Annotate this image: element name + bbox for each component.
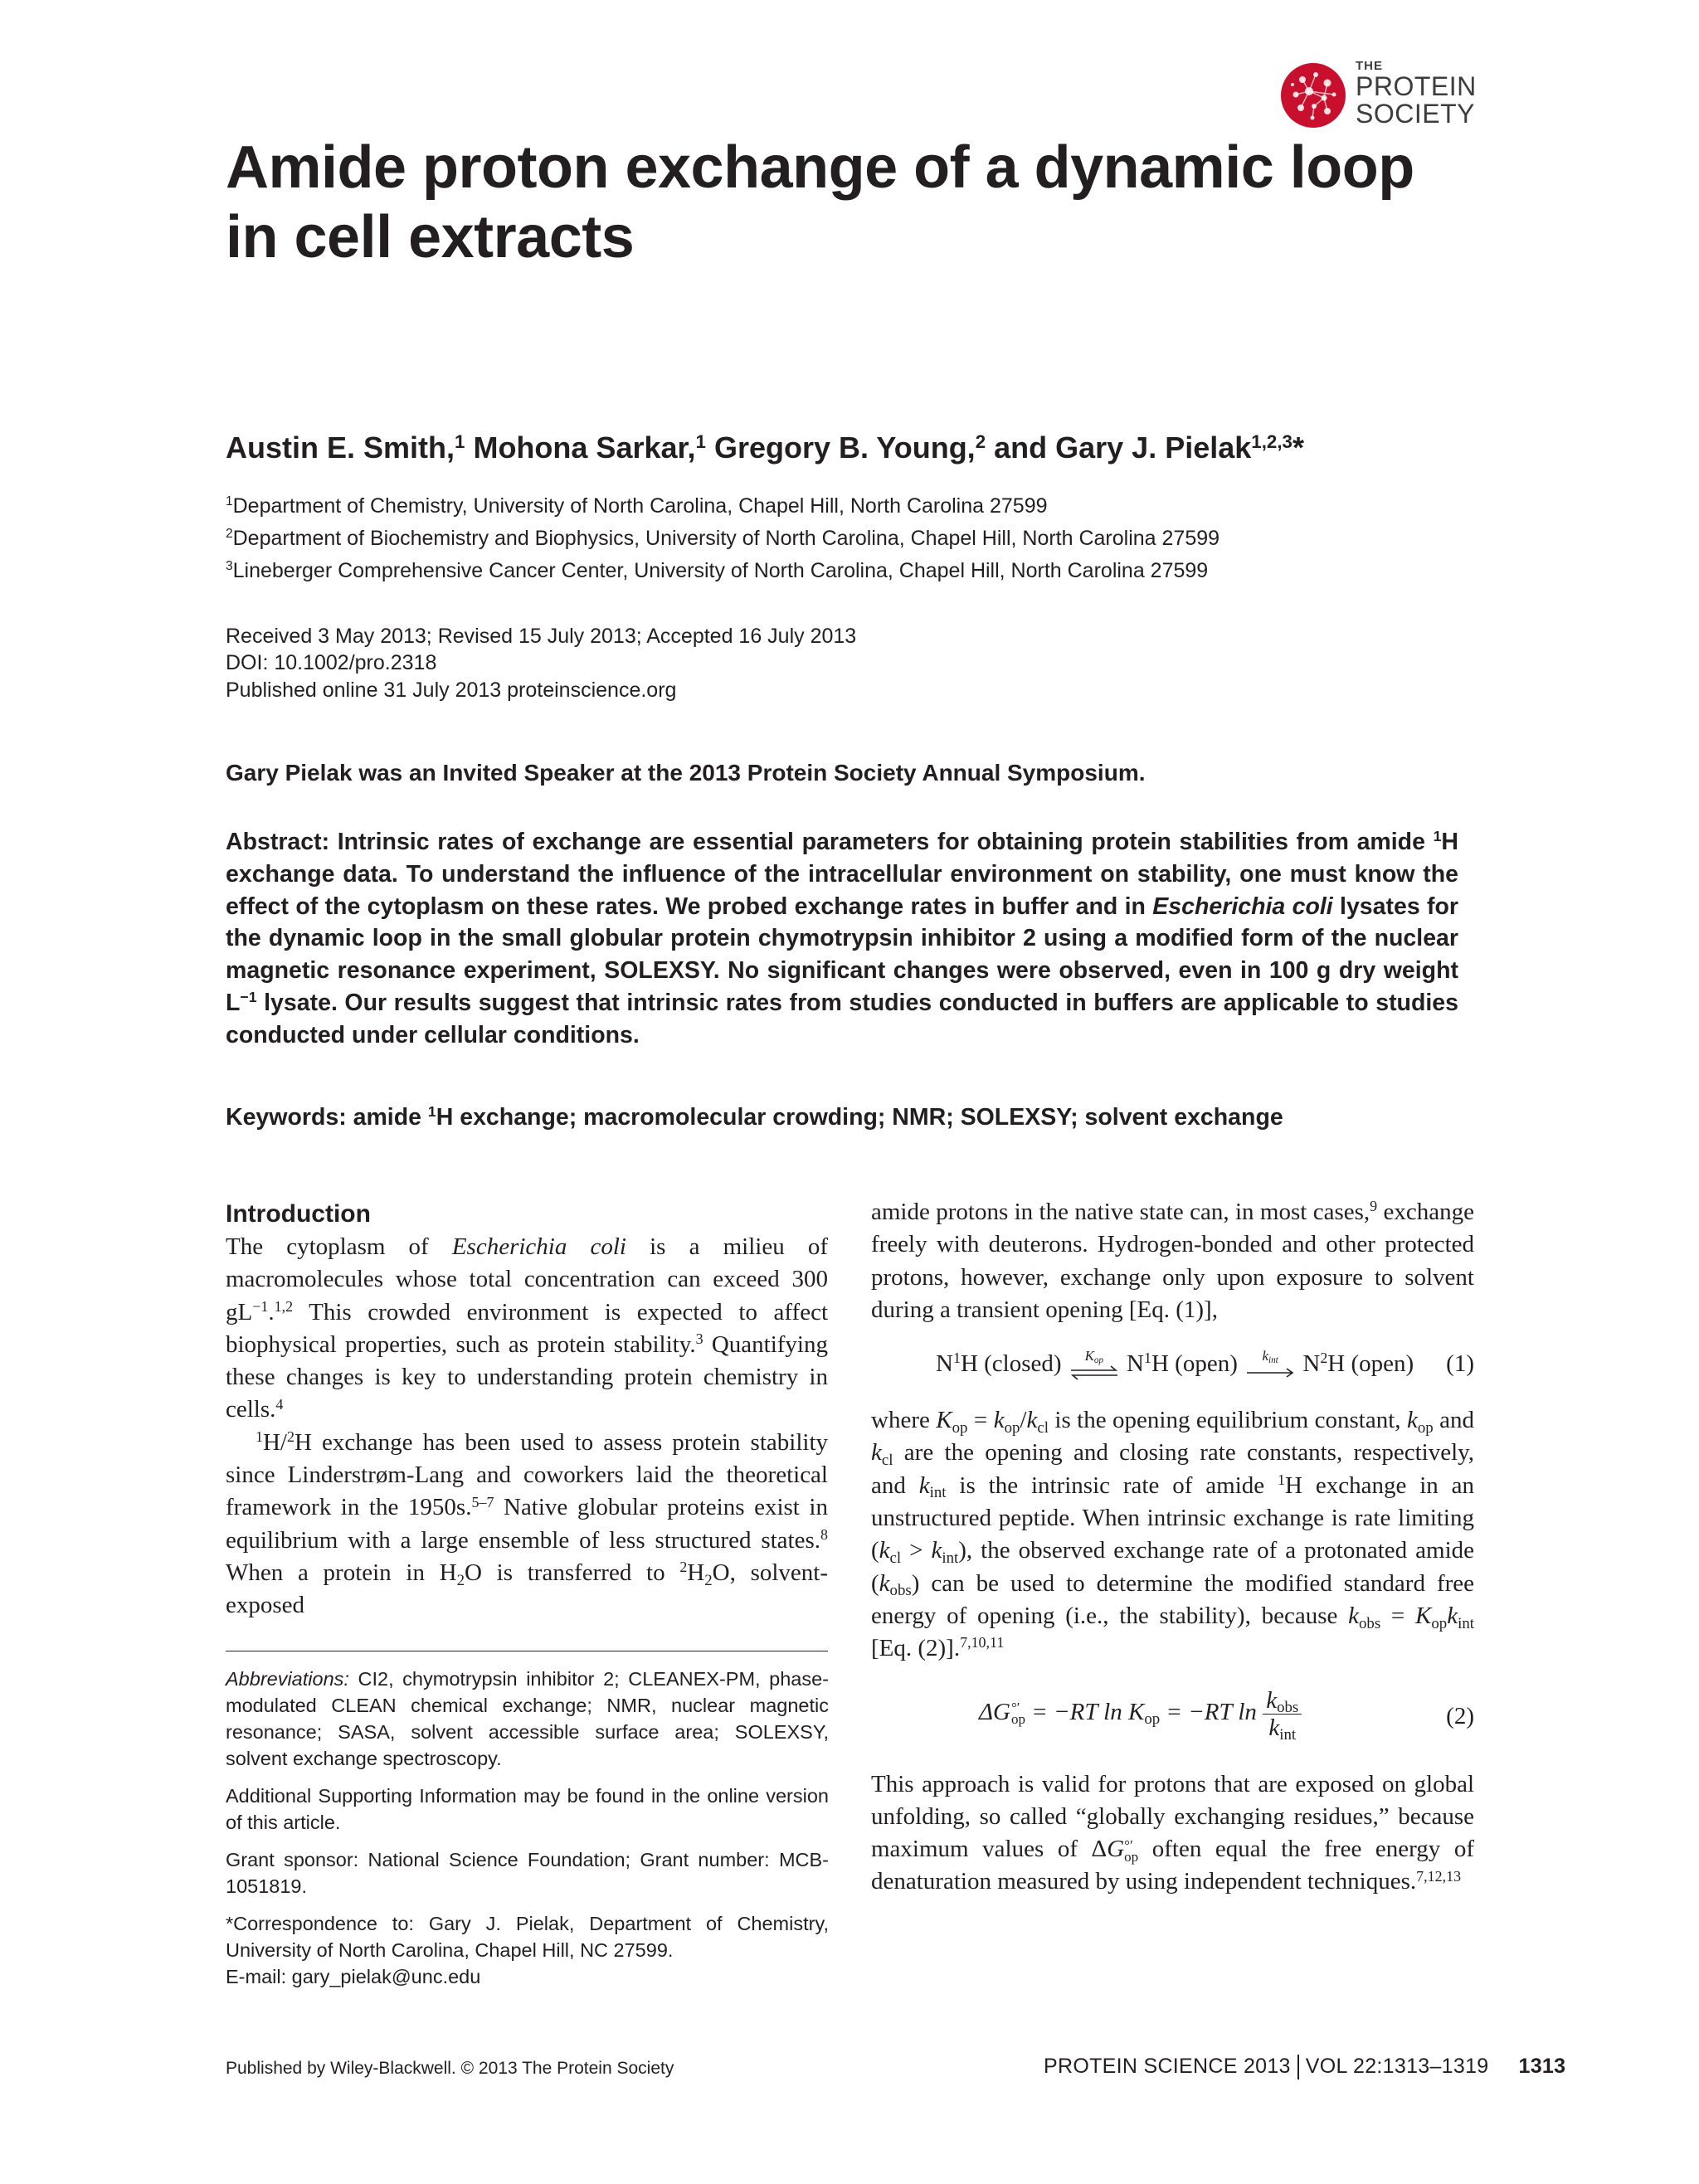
math-sub: cl [1037, 1418, 1049, 1437]
math: k [931, 1537, 942, 1564]
article-title [226, 133, 1520, 272]
equation-2-body [979, 1686, 1302, 1744]
equation-fraction [1263, 1686, 1302, 1744]
affiliation-text: Lineberger Comprehensive Cancer Center, University of North Carolina, Chapel Hill, North Carolina 27599 [232, 559, 1209, 582]
math-sub: op [1417, 1418, 1434, 1437]
species-name: Escherichia coli [451, 1233, 626, 1260]
eq-sub: int [1268, 1355, 1278, 1365]
math: k [918, 1471, 930, 1499]
affiliation-num: 3 [226, 559, 233, 574]
math-sub: cl [881, 1452, 893, 1470]
text: amide protons in the native state can, in most cases, [871, 1199, 1370, 1225]
eq-sub: obs [1277, 1699, 1299, 1717]
journal-volume: VOL 22:1313–1319 [1305, 2055, 1489, 2078]
text: ), the observed exchange rate of a protonated amide ( [871, 1537, 1474, 1597]
text: This approach is valid for protons that are exposed on global unfolding, so called “globally exchanging residues,” because maximum values of Δ [871, 1770, 1474, 1863]
body-column-right [871, 1196, 1474, 1899]
author-name: Gregory B. Young, [713, 430, 976, 465]
math-sub: int [942, 1549, 959, 1568]
math: k [1406, 1407, 1418, 1434]
citation: 1,2 [274, 1297, 294, 1315]
text: This crowded environment is expected to affect biophysical properties, such as protein stability. [226, 1298, 828, 1358]
author-affil-sup: 1 [695, 430, 706, 452]
citation: 7,10,11 [960, 1634, 1005, 1651]
citation: 8 [820, 1525, 828, 1543]
keywords-text: H exchange; macromolecular crowding; NMR; SOLEXSY; solvent exchange [436, 1104, 1283, 1131]
logo-line1: PROTEIN [1356, 71, 1477, 101]
affiliation-text: Department of Chemistry, University of North Carolina, Chapel Hill, North Carolina 27599 [232, 494, 1048, 518]
author-affil-sup: 1 [455, 430, 465, 452]
eq-text: = −RT ln K [1025, 1698, 1145, 1725]
math: K [1415, 1602, 1432, 1629]
protein-society-logo-icon [1279, 61, 1347, 129]
math: k [1348, 1602, 1359, 1629]
author-name: Mohona Sarkar, [473, 430, 696, 465]
math: k [993, 1407, 1005, 1434]
protein-society-logo [1279, 60, 1487, 134]
text: H exchange has been used to assess protein stability since Linderstrøm-Lang and coworkers laid the theoretical framework in the 1950s. [226, 1428, 828, 1521]
page-number: 1313 [1518, 2055, 1566, 2078]
text: [Eq. (2)]. [871, 1635, 961, 1662]
math-sub: int [929, 1484, 947, 1502]
corresponding-star: * [1292, 430, 1304, 465]
paragraph [871, 1196, 1474, 1326]
text: . [268, 1298, 275, 1325]
publisher-footer: Published by Wiley-Blackwell. © 2013 The Protein Society [226, 2059, 674, 2078]
section-heading-introduction: Introduction [226, 1200, 371, 1228]
abstract-sup: 1 [1433, 828, 1442, 845]
equation-number: (1) [1446, 1350, 1474, 1378]
doi[interactable]: DOI: 10.1002/pro.2318 [226, 651, 437, 674]
math: k [871, 1439, 882, 1467]
sup: 1 [256, 1428, 263, 1445]
eq-text: N [1127, 1350, 1144, 1378]
equation-number: (2) [1446, 1702, 1474, 1729]
eq-text: H (closed) [960, 1350, 1062, 1378]
math-sub: op [952, 1418, 968, 1437]
citation: 3 [695, 1330, 703, 1348]
text: Quantifying these changes is key to understanding protein chemistry in cells. [226, 1330, 828, 1423]
eq-sub: op [1010, 1711, 1025, 1728]
text: Native globular proteins exist in equilibrium with a large ensemble of less structured states. [226, 1494, 828, 1554]
math-sub: int [1458, 1614, 1474, 1632]
eq-arrow-label [1245, 1340, 1295, 1372]
sup: 2 [679, 1559, 688, 1576]
equation-1-body [936, 1348, 1414, 1380]
text: O, solvent-exposed [226, 1559, 829, 1619]
math-sub: op [1004, 1418, 1020, 1437]
sup: 2 [286, 1428, 295, 1445]
received-dates: Received 3 May 2013; Revised 15 July 2013; Accepted 16 July 2013 [226, 625, 857, 648]
citation: 9 [1370, 1198, 1378, 1215]
eq-text: H (open) [1151, 1350, 1238, 1378]
math: k [879, 1537, 890, 1564]
paragraph [871, 1404, 1474, 1665]
equilibrium-arrow-icon [1069, 1347, 1119, 1374]
math: k [879, 1569, 890, 1597]
eq-sup: 1 [952, 1350, 961, 1367]
math-sub: cl [889, 1549, 902, 1568]
footnote-email[interactable]: E-mail: gary_pielak@unc.edu [226, 1966, 481, 1987]
math-sub: obs [1358, 1614, 1381, 1632]
math: k [1026, 1407, 1038, 1434]
eq-sup: 1 [1143, 1350, 1151, 1367]
keywords-sup: 1 [427, 1103, 436, 1121]
text: O is transferred to [465, 1559, 680, 1586]
eq-arrow-label [1069, 1340, 1119, 1372]
sub: 2 [456, 1571, 465, 1589]
eq-text: k [1266, 1686, 1278, 1714]
sup: −1 [252, 1297, 269, 1315]
affiliation-num: 2 [226, 527, 233, 542]
citation: 7,12,13 [1416, 1867, 1462, 1885]
text: and [1433, 1407, 1475, 1434]
body-column-left [226, 1198, 828, 1622]
published-online: Published online 31 July 2013 proteinscience.org [226, 679, 677, 702]
author-affil-sup: 2 [975, 430, 986, 452]
eq-sub: op [1144, 1710, 1161, 1729]
math-sub: op [1124, 1848, 1139, 1865]
eq-sub: op [1093, 1355, 1103, 1365]
paragraph [226, 1231, 828, 1427]
equation-1 [871, 1343, 1474, 1389]
logo-line2: SOCIETY [1356, 99, 1475, 129]
abstract-text: lysates for the dynamic loop in the small globular protein chymotrypsin inhibitor 2 using a modified form of the nuclear magnetic resonance experiment, SOLEXSY. No significant changes were observed, even in 100 g dry weight L [226, 893, 1458, 1016]
title-line-2: in cell extracts [226, 204, 635, 270]
citation: 4 [275, 1395, 284, 1413]
journal-name: PROTEIN SCIENCE 2013 [1044, 2055, 1291, 2078]
affiliation-text: Department of Biochemistry and Biophysics, University of North Carolina, Chapel Hill, North Carolina 27599 [232, 527, 1220, 550]
keywords-label: Keywords: amide [226, 1104, 428, 1131]
journal-footer [1044, 2052, 1565, 2080]
affiliation [226, 557, 1553, 584]
eq-text: ΔG [979, 1698, 1010, 1725]
title-line-1: Amide proton exchange of a dynamic loop [226, 134, 1414, 201]
text: is a milieu of macromolecules whose total concentration can exceed 300 gL [226, 1233, 828, 1325]
text: = [967, 1407, 994, 1434]
math: k [1447, 1602, 1458, 1629]
forward-arrow-icon [1245, 1347, 1295, 1374]
text: When a protein in H [226, 1559, 457, 1586]
paragraph [226, 1427, 828, 1622]
text: H exchange in an unstructured peptide. When intrinsic exchange is rate limiting ( [871, 1471, 1475, 1564]
footnote-correspondence: *Correspondence to: Gary J. Pielak, Department of Chemistry, University of North Carolina, Chapel Hill, NC 27599. [226, 1913, 829, 1961]
author-affil-sup: 1,2,3 [1251, 430, 1293, 452]
text: is the intrinsic rate of amide [946, 1471, 1278, 1499]
text: The cytoplasm of [226, 1233, 452, 1260]
text: where [871, 1407, 937, 1434]
abstract-species: Escherichia coli [1152, 893, 1333, 920]
eq-text: k [1268, 1714, 1280, 1741]
footnote-text: CI2, chymotrypsin inhibitor 2; CLEANEX-PM, phase-modulated CLEAN chemical exchange; NMR, nuclear magnetic resonance; SASA, solvent accessible surface area; SOLEXSY, solvent exchange spectroscopy. [226, 1668, 829, 1769]
eq-sub: int [1279, 1726, 1297, 1744]
affiliation-num: 1 [226, 494, 233, 509]
footer-divider [1297, 2055, 1299, 2079]
citation: 5–7 [471, 1493, 494, 1510]
text: H [687, 1559, 705, 1586]
footnotes [226, 1651, 829, 2001]
footnote-supporting-info: Additional Supporting Information may be found in the online version of this article. [226, 1785, 829, 1833]
eq-text: H (open) [1327, 1350, 1414, 1378]
affiliation [226, 525, 1553, 552]
logo-the: THE [1356, 59, 1383, 73]
footnote-grant: Grant sponsor: National Science Foundation; Grant number: MCB-1051819. [226, 1849, 829, 1897]
eq-label: K [1084, 1347, 1094, 1364]
author-name: Austin E. Smith, [226, 430, 455, 465]
abstract-text: Abstract: Intrinsic rates of exchange are essential parameters for obtaining protein stabilities from amide [226, 829, 1434, 855]
math: K [936, 1407, 952, 1434]
text: = [1380, 1602, 1416, 1629]
abstract-sup: −1 [240, 989, 257, 1006]
invited-speaker-note: Gary Pielak was an Invited Speaker at the 2013 Protein Society Annual Symposium. [226, 760, 1146, 786]
abstract-text: H exchange data. To understand the influence of the intracellular environment on stability, one must know the effect of the cytoplasm on these rates. We probed exchange rates in buffer and in [226, 829, 1458, 920]
math-sub: op [1431, 1614, 1448, 1632]
affiliation [226, 493, 1553, 519]
text: often equal the free energy of denaturation measured by using independent techniques. [871, 1836, 1475, 1895]
abstract-text: lysate. Our results suggest that intrinsic rates from studies conducted in buffers are applicable to studies conducted under cellular conditions. [226, 989, 1458, 1048]
footnote-abbreviations [226, 1666, 829, 1772]
sup: 1 [1278, 1471, 1285, 1488]
text: are the opening and closing rate constants, respectively, and [871, 1439, 1474, 1499]
text: exchange freely with deuterons. Hydrogen-bonded and other protected protons, however, exchange only upon exposure to solvent during a transient opening [Eq. (1)], [871, 1199, 1474, 1323]
sub: 2 [704, 1571, 713, 1589]
text: H/ [262, 1428, 287, 1456]
footnote-label: Abbreviations: [226, 1668, 349, 1690]
eq-text: = −RT ln [1160, 1698, 1263, 1725]
logo-wordmark [1356, 60, 1477, 128]
eq-text: N [1302, 1350, 1321, 1378]
author-name: and Gary J. Pielak [994, 430, 1252, 465]
math: G [1107, 1836, 1125, 1863]
equation-2 [871, 1681, 1474, 1747]
math-sub: obs [889, 1582, 912, 1600]
eq-sup: 2 [1320, 1350, 1328, 1367]
eq-sup: °′ [1010, 1700, 1020, 1716]
keywords [226, 1102, 1553, 1133]
paragraph [871, 1768, 1474, 1899]
text: > [901, 1537, 932, 1564]
text: ) can be used to determine the modified standard free energy of opening (i.e., the stability), because [871, 1569, 1474, 1629]
text: / [1020, 1407, 1027, 1434]
math-sup: °′ [1124, 1836, 1133, 1853]
text: is the opening equilibrium constant, [1048, 1407, 1407, 1434]
abstract [226, 826, 1458, 1052]
eq-text: N [936, 1350, 953, 1378]
eq-label: k [1262, 1347, 1269, 1364]
author-list [226, 430, 1553, 466]
